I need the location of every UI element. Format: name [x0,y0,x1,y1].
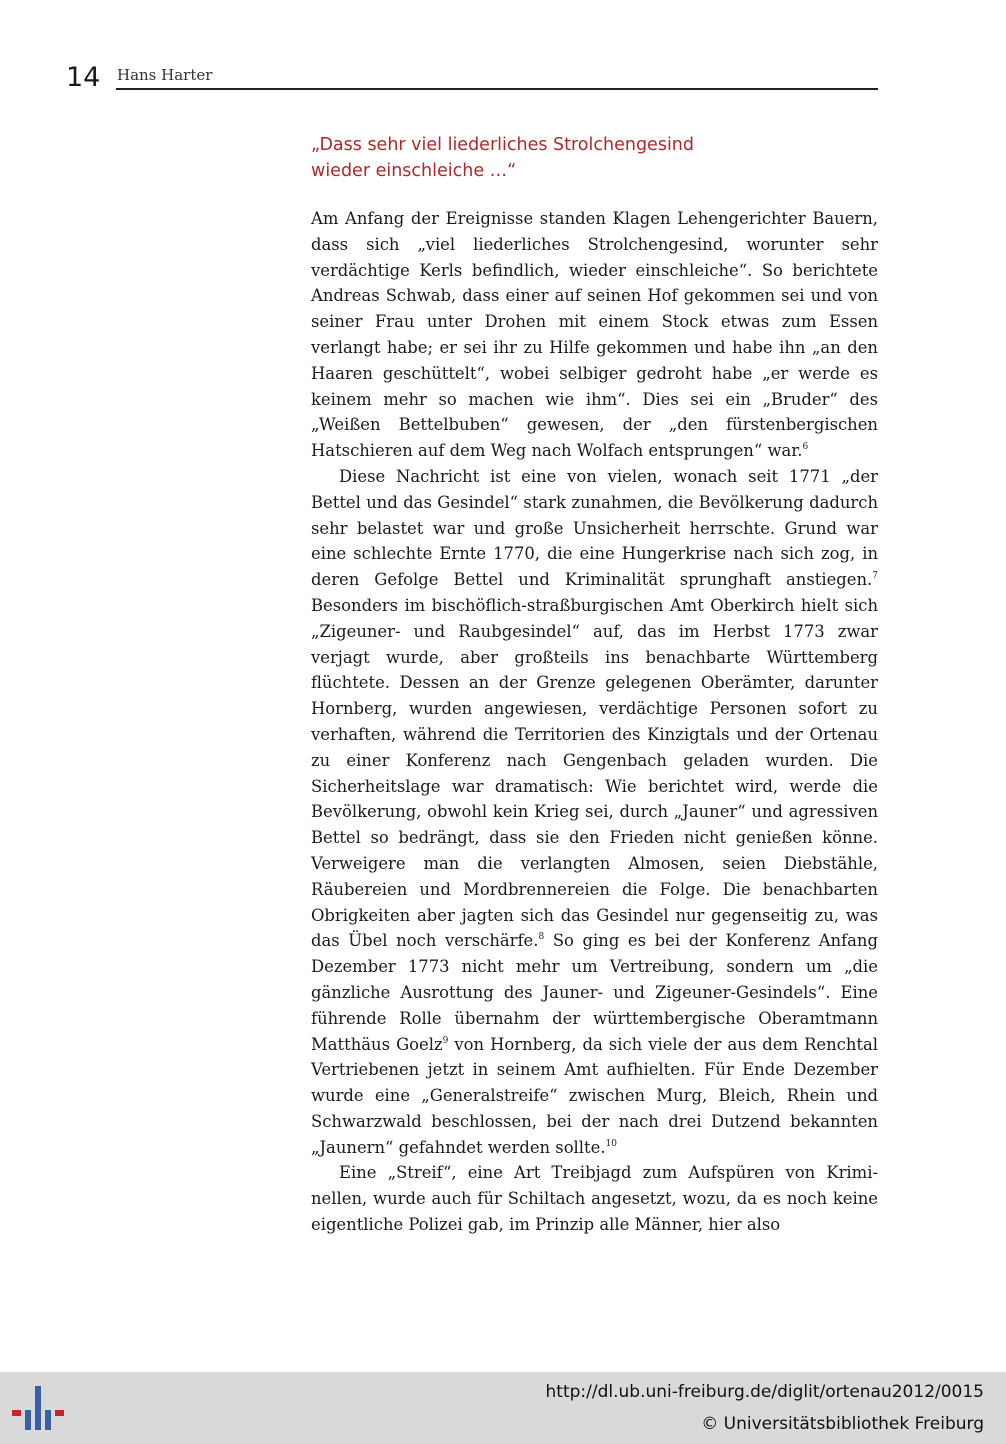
footnote-ref-6[interactable]: 6 [802,442,809,453]
section-heading [311,132,891,184]
paragraph-1-text: Am Anfang der Ereignisse standen Klagen Lehengerichter Bauern, dass sich „viel liederliches Strolchengesind, worunter sehr verdächtige Kerls befindlich, wieder einschleiche“. So berichtete Andreas Schwab, dass einer auf seinen Hof gekommen sei und von seiner Frau unter Drohen mit einem Stock etwas zum Essen verlangt habe; er sei ihr zu Hilfe gekommen und habe ihn „an den Haaren geschüttelt“, wobei selbiger gedroht habe „er werde es keinem mehr so machen wie ihm“. Dies sei ein „Bruder“ des „Weißen Bettelbuben“ gewesen, der „den fürstenbergischen Hatschieren auf dem Weg nach Wolfach entsprungen“ war. [311,209,878,461]
paragraph-2-text-d: von Hornberg, da sich viele der aus dem Renchtal Vertriebenen jetzt in seinem Amt aufhielten. Für Ende Dezember wurde eine „Generalstreife“ zwischen Murg, Bleich, Rhein und Schwarzwald beschlossen, bei der nach drei Dutzend bekannten „Jaunern“ gefahndet werden sollte. [311,1034,879,1157]
paragraph-2-text-a: Diese Nachricht ist eine von vielen, wonach seit 1771 „der Bettel und das Gesindel“ stark zunahmen, die Bevölkerung dadurch sehr belastet war und große Unsicherheit herrschte. Grund war eine schlechte Ernte 1770, die eine Hungerkrise nach sich zog, in deren Gefolge Bettel und Kriminalität sprunghaft anstiegen. [311,466,878,590]
ub-freiburg-logo-icon [12,1382,64,1438]
header-rule [116,88,878,90]
footer-url-link[interactable]: http://dl.ub.uni-freiburg.de/diglit/ortenau2012/0015 [545,1382,984,1402]
running-head-author: Hans Harter [117,66,213,84]
paragraph-3 [311,1160,878,1237]
paragraph-2 [311,464,878,1161]
footnote-ref-9[interactable]: 9 [442,1035,449,1046]
footer-bar [0,1372,1006,1444]
paragraph-2-text-c: So ging es bei der Konferenz Anfang Dezember 1773 nicht mehr um Vertreibung, sondern um „die gänzliche Ausrottung des Jauner- und Zigeuner-Gesindels“. Eine führende Rolle übernahm der württembergische Oberamtmann Matthäus Goelz [311,931,878,1054]
section-heading-line-2: wieder einschleiche …“ [311,161,517,181]
paragraph-2-text-b: Besonders im bischöflich-straßburgischen Amt Oberkirch hielt sich „Zigeuner- und Raubgesindel“ auf, das im Herbst 1773 zwar verjagt wurde, aber großteils ins benachbarte Württemberg flüchtete. Dessen an der Grenze gelegenen Oberämter, darunter Hornberg, wurden angewiesen, verdächtige Personen sofort zu verhaften, während die Territorien des Kinzigtals und der Ortenau zu einer Konferenz nach Gengenbach geladen wurden. Die Sicherheitslage war dramatisch: Wie berichtet wird, werde die Bevölkerung, obwohl kein Krieg sei, durch „Jauner“ und agressiven Bettel so bedrängt, dass sie den Frieden nicht genießen könne. Verweigere man die verlangten Almosen, seien Diebstähle, Räubereien und Mordbrennereien die Folge. Die benachbarten Obrigkeiten aber jagten sich das Gesindel nur gegenseitig zu, was das Übel noch verschärfe. [311,595,878,951]
paragraph-1 [311,206,878,464]
paragraph-3-text: Eine „Streif“, eine Art Treibjagd zum Aufspüren von Kriminellen, wurde auch für Schiltach angesetzt, wozu, da es noch keine eigentliche Polizei gab, im Prinzip alle Männer, hier also [311,1163,878,1235]
footnote-ref-8[interactable]: 8 [538,932,545,943]
footer-copyright: © Universitätsbibliothek Freiburg [701,1414,984,1434]
footnote-ref-10[interactable]: 10 [605,1138,617,1149]
footnote-ref-7[interactable]: 7 [872,571,878,582]
page-number: 14 [66,62,101,93]
body-text [311,206,878,1238]
section-heading-line-1: „Dass sehr viel liederliches Strolchengesind [311,135,695,155]
